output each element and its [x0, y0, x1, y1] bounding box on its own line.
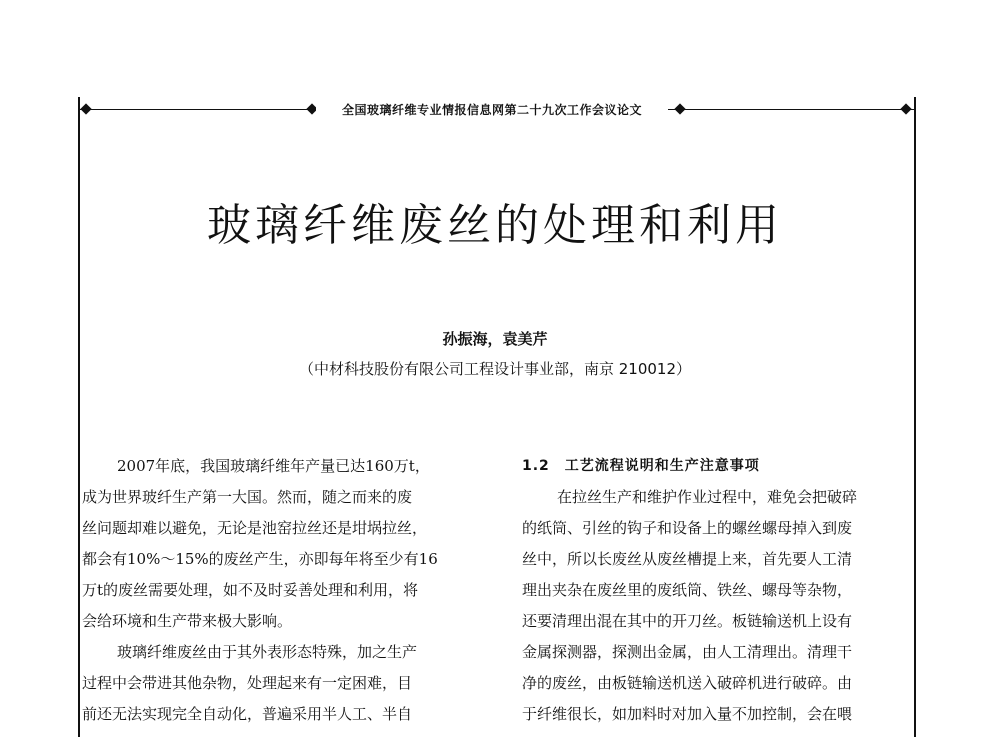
article-authors: 孙振海，袁美芹 — [442, 330, 548, 348]
running-header: 全国玻璃纤维专业情报信息网第二十九次工作会议论文 — [316, 102, 668, 118]
paragraph-line: 还要清理出混在其中的开刀丝。板链输送机上设有 — [522, 612, 853, 630]
paragraph-line: 会给环境和生产带来极大影响。 — [82, 612, 293, 630]
paragraph-line: 于纤维很长，如加料时对加入量不加控制，会在喂 — [522, 705, 853, 723]
article-title: 玻璃纤维废丝的处理和利用 — [207, 200, 783, 251]
paragraph-line: 玻璃纤维废丝由于其外表形态特殊，加之生产 — [117, 643, 418, 661]
right-column — [522, 451, 918, 730]
paragraph-line: 丝中，所以长废丝从废丝槽提上来，首先要人工清 — [522, 550, 853, 568]
paragraph-line: 的纸筒、引丝的钩子和设备上的螺丝螺母掉入到废 — [522, 519, 853, 537]
paragraph-line: 2007年底，我国玻璃纤维年产量已达160万t， — [117, 457, 430, 475]
paragraph-line: 万t的废丝需要处理，如不及时妥善处理和利用，将 — [82, 581, 419, 599]
paragraph-line: 净的废丝，由板链输送机送入破碎机进行破碎。由 — [522, 674, 853, 692]
paragraph-line: 前还无法实现完全自动化，普遍采用半人工、半自 — [82, 705, 413, 723]
paragraph-line: 金属探测器，探测出金属，由人工清理出。清理干 — [522, 643, 853, 661]
left-column — [82, 451, 478, 730]
section-heading: 1.2 工艺流程说明和生产注意事项 — [522, 458, 760, 474]
article-affiliation: （中材科技股份有限公司工程设计事业部，南京 210012） — [298, 360, 692, 378]
paragraph-line: 都会有10%～15%的废丝产生，亦即每年将至少有16 — [82, 550, 438, 568]
paragraph-line: 丝问题却难以避免，无论是池窑拉丝还是坩埚拉丝， — [82, 519, 428, 537]
paragraph-line: 在拉丝生产和维护作业过程中，难免会把破碎 — [557, 488, 858, 506]
paragraph-line: 理出夹杂在废丝里的废纸筒、铁丝、螺母等杂物， — [522, 581, 853, 599]
paragraph-line: 成为世界玻纤生产第一大国。然而，随之而来的废 — [82, 488, 413, 506]
paragraph-line: 过程中会带进其他杂物，处理起来有一定困难，目 — [82, 674, 413, 692]
